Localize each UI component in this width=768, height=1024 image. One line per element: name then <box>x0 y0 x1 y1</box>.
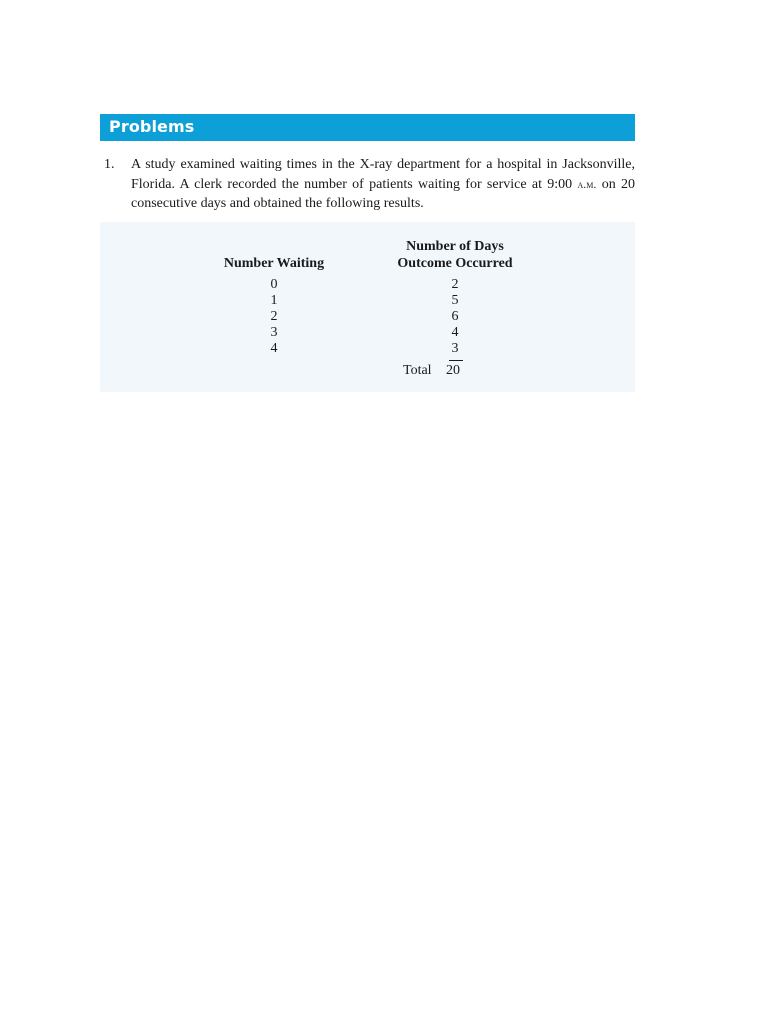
section-title: Problems <box>109 117 195 136</box>
problem-1 <box>104 155 635 214</box>
table-row-1-days: 5 <box>451 293 459 308</box>
table-row-4-days: 3 <box>451 341 459 356</box>
problem-number: 1. <box>104 157 115 172</box>
total-value: 20 <box>446 363 460 378</box>
problem-text-part1: A study examined waiting times in the X-ray department for a hospital in Jacksonville, Florida. A clerk recorded the number of patients waiting for service at 9:00 <box>131 157 635 192</box>
table-row-0-waiting: 0 <box>270 277 278 292</box>
table-row-4-waiting: 4 <box>270 341 278 356</box>
table-row-0-days: 2 <box>451 277 459 292</box>
col1-header: Number Waiting <box>223 256 325 271</box>
col2-header-line1: Number of Days <box>406 239 504 254</box>
frequency-table <box>100 222 635 392</box>
table-row-2-days: 6 <box>451 309 459 324</box>
table-row-3-waiting: 3 <box>270 325 278 340</box>
problem-time-suffix: a.m. <box>577 176 597 191</box>
col2-header-line2: Outcome Occurred <box>397 256 513 271</box>
problem-text-part2: on 20 consecutive days and obtained the following results. <box>131 176 636 211</box>
section-header-bar <box>100 114 635 141</box>
table-row-2-waiting: 2 <box>270 309 278 324</box>
total-label: Total <box>403 363 432 378</box>
table-row-3-days: 4 <box>451 325 459 340</box>
sum-rule <box>449 360 463 361</box>
problem-text <box>131 155 635 214</box>
table-row-1-waiting: 1 <box>270 293 278 308</box>
